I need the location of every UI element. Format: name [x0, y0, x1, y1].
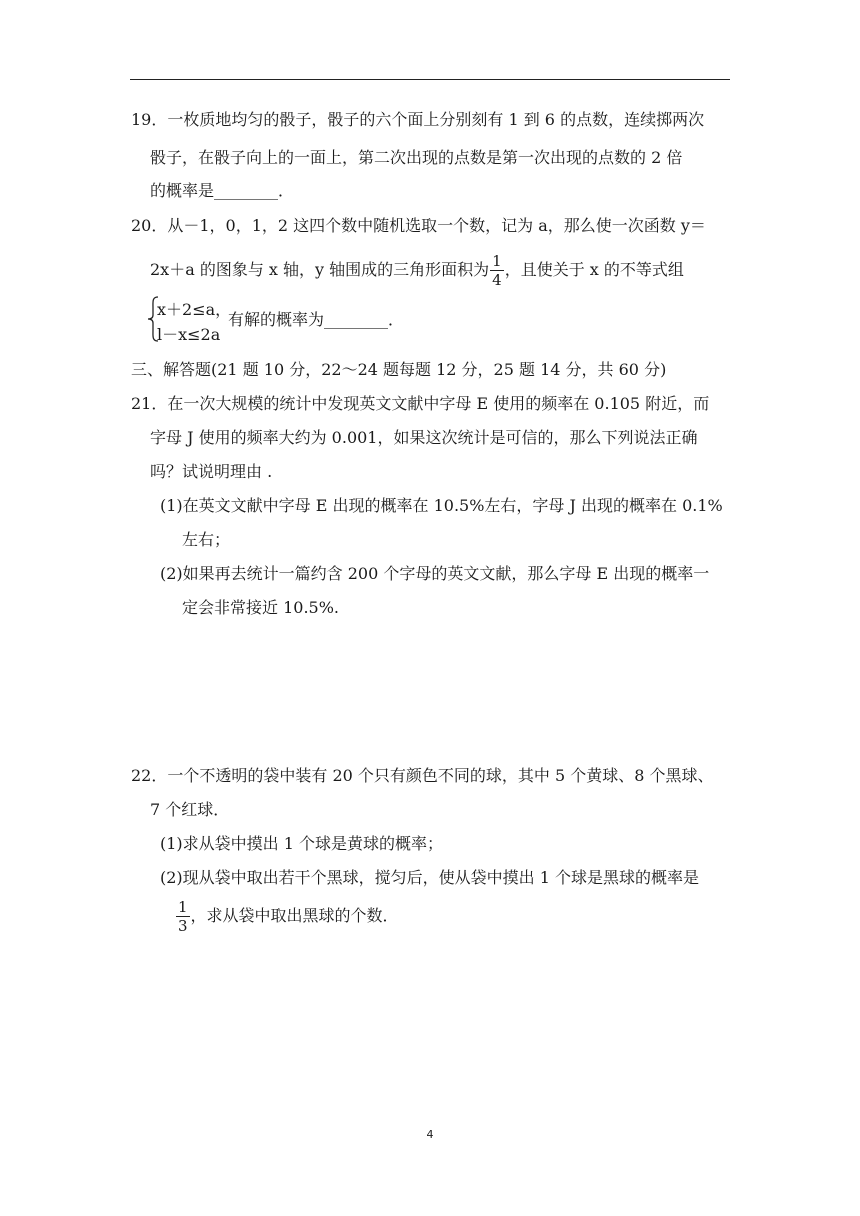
q22-frac-num: 1	[178, 898, 188, 916]
q20-fraction	[490, 252, 504, 289]
q21-part-2-line-1: (2)如果再去统计一篇约含 200 个字母的英文文献，那么字母 E 出现的概率一	[160, 564, 710, 583]
q22-part-1: (1)求从袋中摸出 1 个球是黄球的概率；	[160, 834, 444, 853]
q20-line-2b: ，且使关于 x 的不等式组	[504, 260, 684, 279]
q20-system-row-2: l－x≤2a	[157, 325, 221, 344]
q22-part-2-text: ，求从袋中取出黑球的个数．	[190, 906, 399, 925]
q21-line-1: 21．在一次大规模的统计中发现英文文献中字母 E 使用的频率在 0.105 附近，而	[131, 394, 710, 413]
header-rule	[130, 79, 730, 80]
q20-line-3: 有解的概率为________．	[228, 310, 405, 329]
q21-part-2-line-2: 定会非常接近 10.5%.	[182, 598, 340, 617]
q20-frac-den: 4	[492, 271, 502, 289]
q22-part-2-line-2	[175, 896, 399, 936]
q20-frac-num: 1	[492, 252, 502, 270]
q19-line-2: 骰子，在骰子向上的一面上，第二次出现的点数是第一次出现的点数的 2 倍	[150, 148, 683, 167]
q20-line-1: 20．从－1，0，1，2 这四个数中随机选取一个数，记为 a，那么使一次函数 y＝	[131, 216, 706, 235]
q21-part-1-line-2: 左右；	[182, 530, 231, 549]
q21-part-1-line-1: (1)在英文文献中字母 E 出现的概率在 10.5%左右，字母 J 出现的概率在 0.1%	[160, 496, 723, 515]
q20-line-2a: 2x＋a 的图象与 x 轴，y 轴围成的三角形面积为	[150, 260, 490, 279]
q21-line-2: 字母 J 使用的频率大约为 0.001，如果这次统计是可信的，那么下列说法正确	[150, 428, 698, 447]
q22-frac-den: 3	[178, 917, 188, 935]
q20-system-row-1: x＋2≤a，	[157, 300, 232, 319]
q21-line-3: 吗？试说明理由 .	[150, 462, 273, 481]
q22-part-2-line-1: (2)现从袋中取出若干个黑球，搅匀后，使从袋中摸出 1 个球是黑球的概率是	[160, 868, 700, 887]
page-number: 4	[426, 1128, 434, 1141]
q20-line-2	[150, 250, 684, 290]
q22-fraction	[176, 898, 190, 935]
q22-line-1: 22．一个不透明的袋中装有 20 个只有颜色不同的球，其中 5 个黄球、8 个黑球、	[131, 766, 714, 785]
q22-line-2: 7 个红球．	[150, 800, 230, 819]
q19-line-1: 19．一枚质地均匀的骰子，骰子的六个面上分别刻有 1 到 6 的点数，连续掷两次	[131, 110, 705, 129]
section-3-heading: 三、解答题(21 题 10 分，22～24 题每题 12 分，25 题 14 分，共 60 分)	[131, 360, 667, 379]
q19-line-3: 的概率是________．	[150, 181, 295, 200]
